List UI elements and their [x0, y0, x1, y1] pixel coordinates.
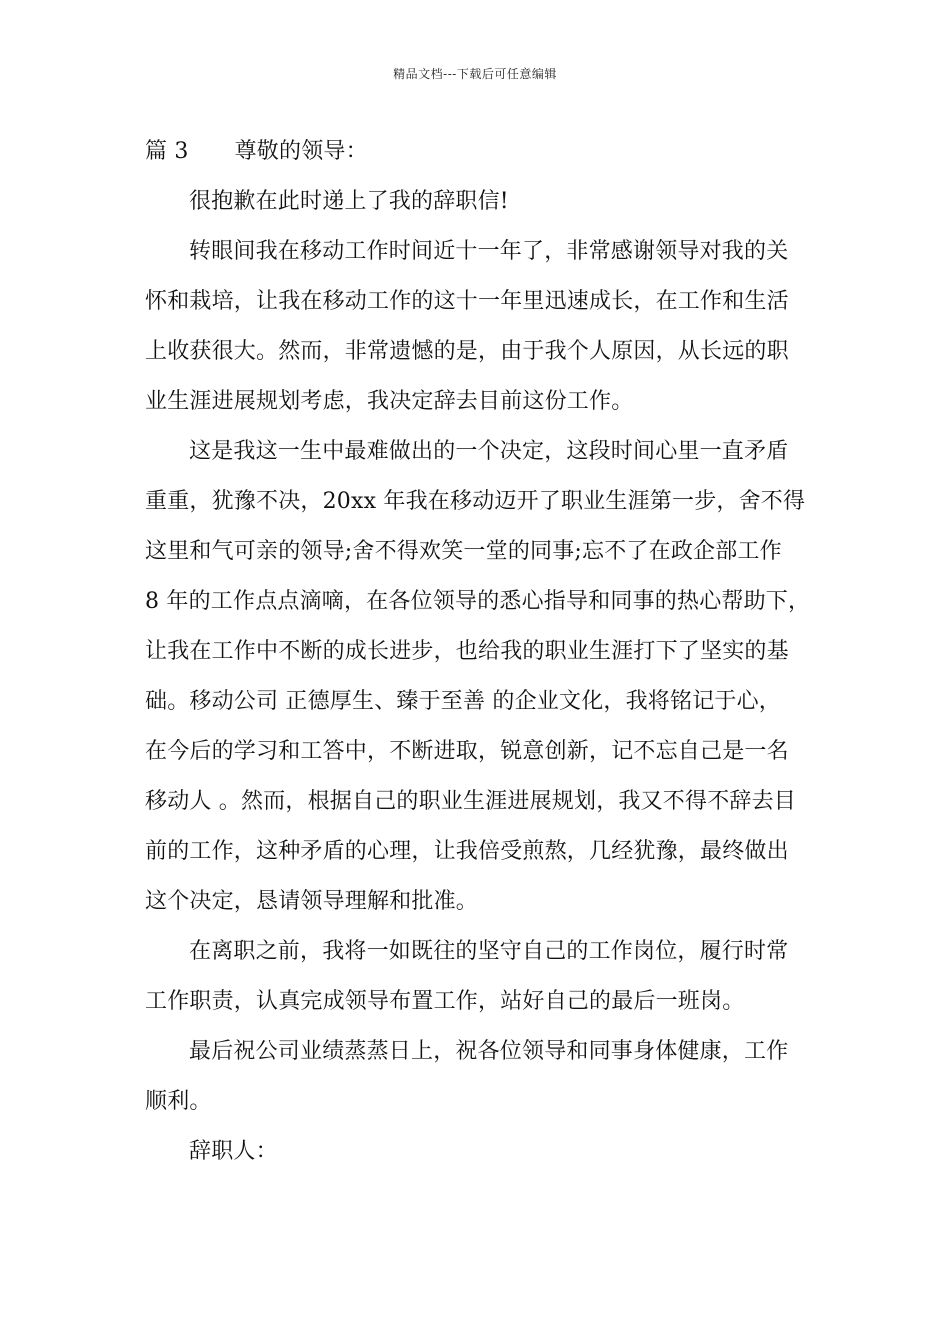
- paragraph-line: 重重，犹豫不决，20xx 年我在移动迈开了职业生涯第一步，舍不得: [145, 489, 806, 514]
- paragraph-line: 业生涯进展规划考虑，我决定辞去目前这份工作。: [145, 389, 634, 414]
- paragraph-line: 上收获很大。然而，非常遗憾的是，由于我个人原因，从长远的职: [145, 339, 789, 364]
- paragraph-line: 前的工作，这种矛盾的心理，让我倍受煎熬，几经犹豫，最终做出: [145, 839, 789, 864]
- paragraph-line: 工作职责，认真完成领导布置工作，站好自己的最后一班岗。: [145, 989, 745, 1014]
- paragraph-line: 这个决定，恳请领导理解和批准。: [145, 889, 479, 914]
- paragraph-line: 很抱歉在此时递上了我的辞职信!: [189, 189, 509, 214]
- page-header: 精品文档---下载后可任意编辑: [393, 67, 557, 81]
- paragraph-line: 让我在工作中不断的成长进步，也给我的职业生涯打下了坚实的基: [145, 639, 789, 664]
- paragraph-line: 最后祝公司业绩蒸蒸日上，祝各位领导和同事身体健康，工作: [189, 1039, 789, 1064]
- paragraph-line: 在今后的学习和工答中，不断进取，锐意创新，记不忘自己是一名: [145, 739, 789, 764]
- paragraph-line: 怀和栽培，让我在移动工作的这十一年里迅速成长，在工作和生活: [145, 289, 789, 314]
- signature-label: 辞职人：: [189, 1139, 278, 1164]
- paragraph-line: 这是我这一生中最难做出的一个决定，这段时间心里一直矛盾: [189, 439, 789, 464]
- paragraph-line: 8 年的工作点点滴嘀，在各位领导的悉心指导和同事的热心帮助下，: [145, 589, 811, 614]
- section-label: 篇 3: [145, 139, 189, 164]
- letter-heading: [145, 132, 820, 182]
- paragraph-line: 转眼间我在移动工作时间近十一年了，非常感谢领导对我的关: [189, 239, 789, 264]
- paragraph-line: 移动人 。然而，根据自己的职业生涯进展规划，我又不得不辞去目: [145, 789, 796, 814]
- paragraph-line: 础。移动公司 正德厚生、臻于至善 的企业文化，我将铭记于心，: [145, 689, 781, 714]
- letter-body: [145, 132, 820, 1182]
- paragraph-line: 在离职之前，我将一如既往的坚守自己的工作岗位，履行时常: [189, 939, 789, 964]
- paragraph-line: 这里和气可亲的领导;舍不得欢笑一堂的同事;忘不了在政企部工作: [145, 539, 782, 564]
- salutation: 尊敬的领导：: [234, 139, 368, 164]
- paragraph-line: 顺利。: [145, 1089, 212, 1114]
